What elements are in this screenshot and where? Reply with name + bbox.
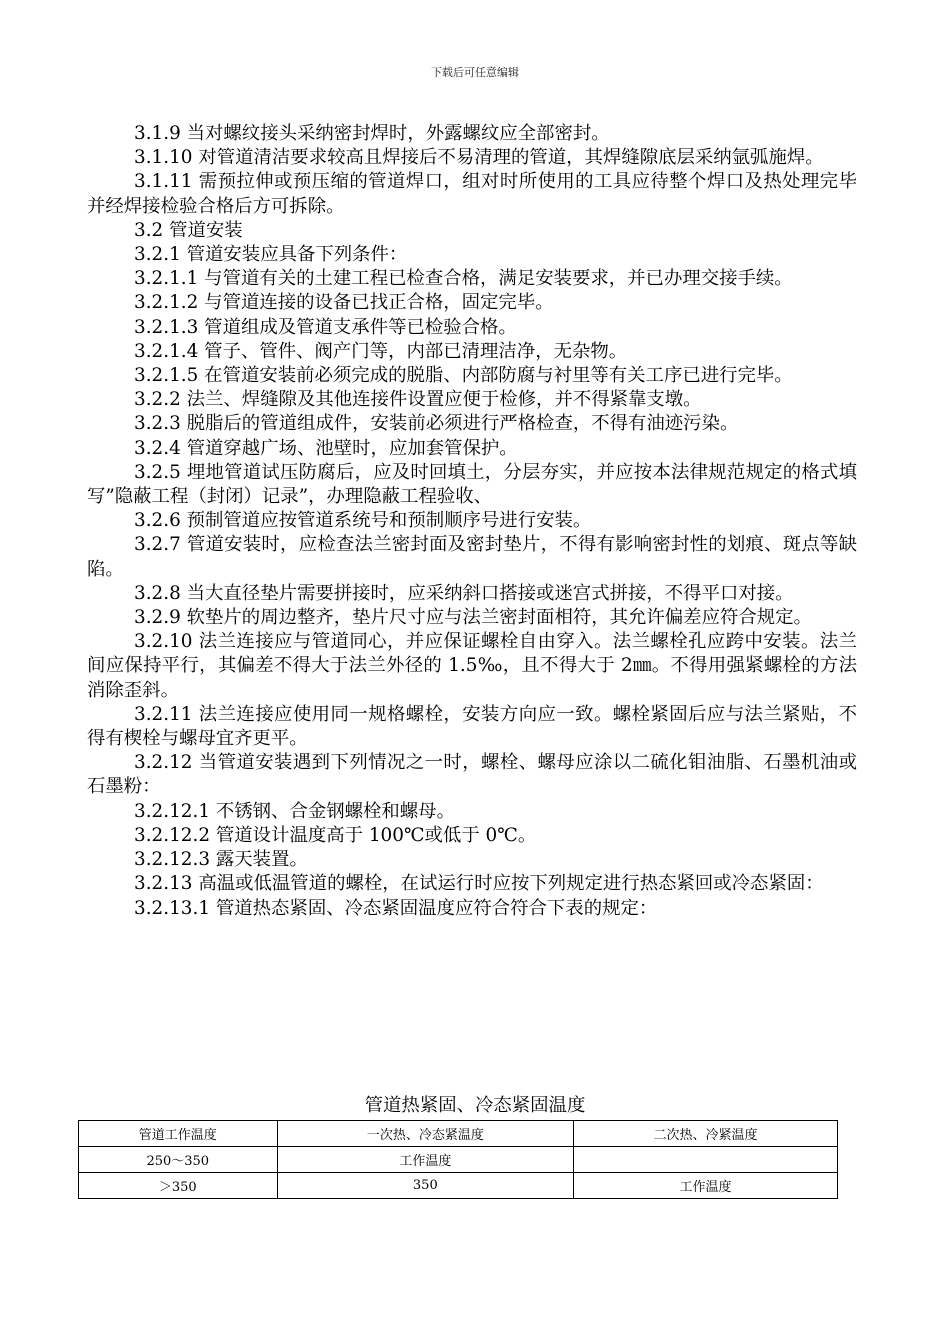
- table-header-row: [79, 1121, 838, 1147]
- document-body: [87, 122, 857, 921]
- paragraph: 3.2.2 法兰、焊缝隙及其他连接件设置应便于检修，并不得紧靠支墩。: [134, 389, 702, 411]
- table-cell: 250～350: [79, 1147, 278, 1173]
- paragraph: 3.2.4 管道穿越广场、池壁时，应加套管保护。: [134, 437, 518, 459]
- paragraph: 3.2.1.3 管道组成及管道支承件等已检验合格。: [134, 316, 517, 338]
- paragraph: 3.2.7 管道安装时，应检查法兰密封面及密封垫片，不得有影响密封性的划痕、斑点等缺陷。: [87, 534, 857, 580]
- paragraph: 3.2.5 埋地管道试压防腐后，应及时回填土，分层夯实，并应按本法律规范规定的格式填写”隐蔽工程（封闭）记录”，办理隐蔽工程验收、: [87, 461, 857, 508]
- paragraph: 3.2.12.1 不锈钢、合金钢螺栓和螺母。: [134, 800, 455, 822]
- paragraph: 3.1.11 需预拉伸或预压缩的管道焊口，组对时所使用的工具应待整个焊口及热处理完毕并经焊接检验合格后方可拆除。: [87, 171, 857, 217]
- paragraph: 3.2.1.5 在管道安装前必须完成的脱脂、内部防腐与衬里等有关工序已进行完毕。: [134, 365, 793, 387]
- table-cell: ＞350: [79, 1173, 278, 1199]
- paragraph: 3.2.8 当大直径垫片需要拼接时，应采纳斜口搭接或迷宫式拼接，不得平口对接。: [134, 582, 794, 604]
- column-header: 管道工作温度: [79, 1121, 278, 1147]
- table-title: 管道热紧固、冷态紧固温度: [364, 1095, 586, 1116]
- table-row: [79, 1147, 838, 1173]
- table-row: [79, 1173, 838, 1199]
- paragraph: 3.2.10 法兰连接应与管道同心，并应保证螺栓自由穿入。法兰螺栓孔应跨中安装。法兰间应保持平行，其偏差不得大于法兰外径的 1.5‰，且不得大于 2㎜。不得用强紧螺栓的方法消除歪斜。: [87, 631, 857, 701]
- paragraph: 3.2.3 脱脂后的管道组成件，安装前必须进行严格检查，不得有油迹污染。: [134, 413, 739, 435]
- paragraph: 3.2.1.1 与管道有关的土建工程已检查合格，满足安装要求，并已办理交接手续。: [134, 268, 793, 290]
- paragraph: 3.2.13.1 管道热态紧固、冷态紧固温度应符合符合下表的规定：: [134, 897, 658, 919]
- paragraph: 3.2.11 法兰连接应使用同一规格螺栓，安装方向应一致。螺栓紧固后应与法兰紧贴，不得有楔栓与螺母宜齐更平。: [87, 703, 857, 750]
- paragraph: 3.2.13 高温或低温管道的螺栓，在试运行时应按下列规定进行热态紧回或冷态紧固：: [134, 873, 824, 895]
- paragraph: 3.2.12.2 管道设计温度高于 100℃或低于 0℃。: [134, 824, 537, 846]
- table-cell: 工作温度: [277, 1147, 574, 1173]
- paragraph: 3.2.1 管道安装应具备下列条件：: [134, 244, 408, 266]
- paragraph: 3.2.1.4 管子、管件、阀产门等，内部已清理洁净，无杂物。: [134, 340, 628, 362]
- temperature-table: [78, 1120, 838, 1199]
- paragraph: 3.1.10 对管道清洁要求较高且焊接后不易清理的管道，其焊缝隙底层采纳氩弧施焊。: [134, 147, 824, 169]
- paragraph: 3.2.6 预制管道应按管道系统号和预制顺序号进行安装。: [134, 510, 592, 532]
- table-cell: 350: [277, 1173, 574, 1199]
- column-header: 二次热、冷紧温度: [574, 1121, 838, 1147]
- paragraph: 3.2.12.3 露天装置。: [134, 849, 308, 871]
- paragraph: 3.1.9 当对螺纹接头采纳密封焊时，外露螺纹应全部密封。: [134, 123, 610, 144]
- table-cell: 工作温度: [574, 1173, 838, 1199]
- column-header: 一次热、冷态紧温度: [277, 1121, 574, 1147]
- table-cell: [574, 1147, 838, 1173]
- paragraph: 3.2.12 当管道安装遇到下列情况之一时，螺栓、螺母应涂以二硫化钼油脂、石墨机油或石墨粉：: [87, 752, 857, 798]
- section-heading: 3.2 管道安装: [134, 219, 243, 241]
- page-header-note: 下载后可任意编辑: [431, 66, 519, 79]
- paragraph: 3.2.1.2 与管道连接的设备已找正合格，固定完毕。: [134, 292, 554, 314]
- paragraph: 3.2.9 软垫片的周边整齐，垫片尺寸应与法兰密封面相符，其允许偏差应符合规定。: [134, 607, 812, 629]
